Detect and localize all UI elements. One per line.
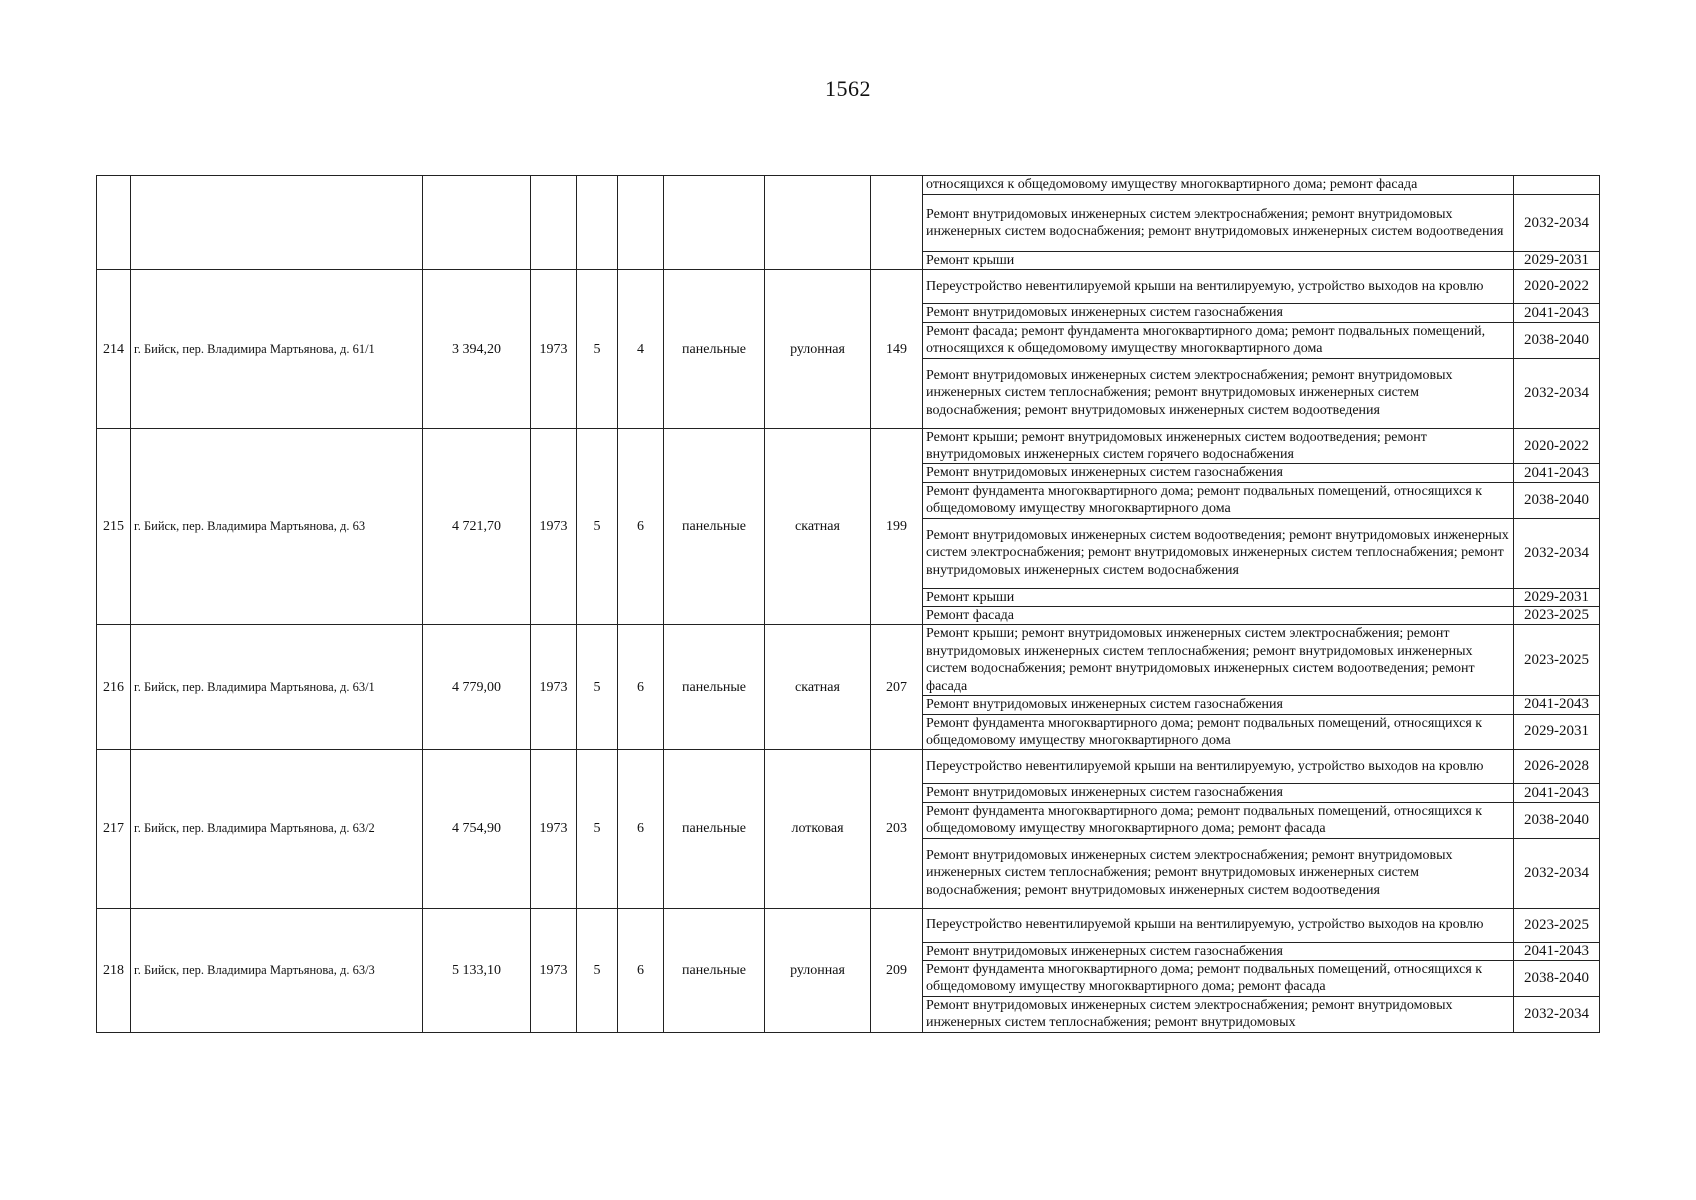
work-period: 2038-2040 (1514, 322, 1600, 358)
work-description: Ремонт крыши; ремонт внутридомовых инженерных систем водоотведения; ремонт внутридомовых инженерных систем горячего водоснабжения (923, 428, 1514, 464)
work-period: 2041-2043 (1514, 464, 1600, 482)
work-period: 2020-2022 (1514, 428, 1600, 464)
work-description: Ремонт фасада (923, 607, 1514, 625)
work-period: 2038-2040 (1514, 482, 1600, 518)
house-row (97, 270, 1600, 304)
entrances-count: 6 (618, 908, 664, 1032)
roof-type: скатная (765, 625, 871, 750)
address: г. Бийск, пер. Владимира Мартьянова, д. 63/3 (131, 908, 423, 1032)
work-description: Ремонт фундамента многоквартирного дома; ремонт подвальных помещений, относящихся к общедомовому имуществу многоквартирного дома (923, 482, 1514, 518)
row-number: 218 (97, 908, 131, 1032)
work-description: относящихся к общедомовому имуществу многоквартирного дома; ремонт фасада (923, 176, 1514, 195)
address: г. Бийск, пер. Владимира Мартьянова, д. 63/2 (131, 750, 423, 908)
work-period: 2023-2025 (1514, 908, 1600, 942)
total-area: 3 394,20 (423, 270, 531, 428)
total-area: 5 133,10 (423, 908, 531, 1032)
work-description: Ремонт внутридомовых инженерных систем электроснабжения; ремонт внутридомовых инженерных систем теплоснабжения; ремонт внутридомовых инженерных систем водоснабжения; ремонт внутридомовых инженерных систем водоотведения (923, 358, 1514, 428)
work-period: 2026-2028 (1514, 750, 1600, 784)
work-description: Ремонт внутридомовых инженерных систем газоснабжения (923, 696, 1514, 714)
floors-count: 5 (577, 625, 618, 750)
work-description: Ремонт внутридомовых инженерных систем электроснабжения; ремонт внутридомовых инженерных систем водоснабжения; ремонт внутридомовых инженерных систем водоотведения (923, 195, 1514, 252)
work-description: Ремонт крыши; ремонт внутридомовых инженерных систем электроснабжения; ремонт внутридомовых инженерных систем теплоснабжения; ремонт внутридомовых инженерных систем водоснабжения; ремонт внутридомовых инженерных систем водоотведения; ремонт фасада (923, 625, 1514, 696)
work-description: Ремонт внутридомовых инженерных систем газоснабжения (923, 784, 1514, 802)
work-period: 2023-2025 (1514, 625, 1600, 696)
floors-count: 5 (577, 270, 618, 428)
house-row (97, 908, 1600, 942)
total-area: 4 779,00 (423, 625, 531, 750)
work-description: Переустройство невентилируемой крыши на вентилируемую, устройство выходов на кровлю (923, 270, 1514, 304)
floors-count: 5 (577, 428, 618, 625)
entrances-count: 6 (618, 625, 664, 750)
house-row (97, 625, 1600, 696)
empty-cell (531, 176, 577, 270)
row-number: 214 (97, 270, 131, 428)
work-description: Ремонт крыши (923, 588, 1514, 606)
total-area: 4 754,90 (423, 750, 531, 908)
wall-material: панельные (664, 270, 765, 428)
work-period: 2041-2043 (1514, 304, 1600, 322)
residents-count: 207 (871, 625, 923, 750)
row-number: 216 (97, 625, 131, 750)
work-description: Ремонт внутридомовых инженерных систем водоотведения; ремонт внутридомовых инженерных систем электроснабжения; ремонт внутридомовых инженерных систем теплоснабжения; ремонт внутридомовых инженерных систем водоснабжения (923, 518, 1514, 588)
work-description: Ремонт фасада; ремонт фундамента многоквартирного дома; ремонт подвальных помещений, относящихся к общедомовому имуществу многоквартирного дома (923, 322, 1514, 358)
roof-type: лотковая (765, 750, 871, 908)
row-number: 215 (97, 428, 131, 625)
work-period: 2020-2022 (1514, 270, 1600, 304)
work-period: 2029-2031 (1514, 588, 1600, 606)
wall-material: панельные (664, 908, 765, 1032)
empty-cell (871, 176, 923, 270)
work-description: Ремонт внутридомовых инженерных систем газоснабжения (923, 304, 1514, 322)
work-period: 2038-2040 (1514, 960, 1600, 996)
work-period: 2032-2034 (1514, 838, 1600, 908)
empty-cell (765, 176, 871, 270)
empty-cell (577, 176, 618, 270)
floors-count: 5 (577, 908, 618, 1032)
work-description: Ремонт фундамента многоквартирного дома; ремонт подвальных помещений, относящихся к общедомовому имуществу многоквартирного дома (923, 714, 1514, 750)
wall-material: панельные (664, 625, 765, 750)
work-period: 2032-2034 (1514, 358, 1600, 428)
house-row (97, 428, 1600, 464)
wall-material: панельные (664, 428, 765, 625)
roof-type: скатная (765, 428, 871, 625)
repair-program-table (96, 175, 1600, 1033)
work-period (1514, 176, 1600, 195)
wall-material: панельные (664, 750, 765, 908)
work-period: 2041-2043 (1514, 696, 1600, 714)
work-period: 2023-2025 (1514, 607, 1600, 625)
work-description: Ремонт крыши (923, 252, 1514, 270)
build-year: 1973 (531, 908, 577, 1032)
empty-cell (618, 176, 664, 270)
entrances-count: 4 (618, 270, 664, 428)
work-description: Ремонт фундамента многоквартирного дома; ремонт подвальных помещений, относящихся к общедомовому имуществу многоквартирного дома; ремонт фасада (923, 802, 1514, 838)
work-period: 2041-2043 (1514, 784, 1600, 802)
work-description: Переустройство невентилируемой крыши на вентилируемую, устройство выходов на кровлю (923, 908, 1514, 942)
residents-count: 209 (871, 908, 923, 1032)
residents-count: 199 (871, 428, 923, 625)
residents-count: 203 (871, 750, 923, 908)
entrances-count: 6 (618, 428, 664, 625)
work-period: 2029-2031 (1514, 714, 1600, 750)
house-row (97, 750, 1600, 784)
work-description: Ремонт внутридомовых инженерных систем электроснабжения; ремонт внутридомовых инженерных систем теплоснабжения; ремонт внутридомовых инженерных систем водоснабжения; ремонт внутридомовых инженерных систем водоотведения (923, 838, 1514, 908)
work-period: 2032-2034 (1514, 996, 1600, 1032)
floors-count: 5 (577, 750, 618, 908)
work-period: 2029-2031 (1514, 252, 1600, 270)
page-number: 1562 (825, 76, 871, 101)
work-period: 2041-2043 (1514, 942, 1600, 960)
work-period: 2038-2040 (1514, 802, 1600, 838)
address: г. Бийск, пер. Владимира Мартьянова, д. 63/1 (131, 625, 423, 750)
address: г. Бийск, пер. Владимира Мартьянова, д. 63 (131, 428, 423, 625)
empty-cell (131, 176, 423, 270)
work-description: Переустройство невентилируемой крыши на вентилируемую, устройство выходов на кровлю (923, 750, 1514, 784)
roof-type: рулонная (765, 270, 871, 428)
empty-cell (664, 176, 765, 270)
build-year: 1973 (531, 428, 577, 625)
build-year: 1973 (531, 625, 577, 750)
row-number: 217 (97, 750, 131, 908)
work-period: 2032-2034 (1514, 195, 1600, 252)
work-description: Ремонт внутридомовых инженерных систем газоснабжения (923, 942, 1514, 960)
work-period: 2032-2034 (1514, 518, 1600, 588)
continuation-row (97, 176, 1600, 195)
empty-cell (97, 176, 131, 270)
work-description: Ремонт фундамента многоквартирного дома; ремонт подвальных помещений, относящихся к общедомовому имуществу многоквартирного дома; ремонт фасада (923, 960, 1514, 996)
empty-cell (423, 176, 531, 270)
work-description: Ремонт внутридомовых инженерных систем электроснабжения; ремонт внутридомовых инженерных систем теплоснабжения; ремонт внутридомовых (923, 996, 1514, 1032)
build-year: 1973 (531, 270, 577, 428)
total-area: 4 721,70 (423, 428, 531, 625)
residents-count: 149 (871, 270, 923, 428)
entrances-count: 6 (618, 750, 664, 908)
table-body (97, 176, 1600, 1033)
work-description: Ремонт внутридомовых инженерных систем газоснабжения (923, 464, 1514, 482)
roof-type: рулонная (765, 908, 871, 1032)
address: г. Бийск, пер. Владимира Мартьянова, д. 61/1 (131, 270, 423, 428)
build-year: 1973 (531, 750, 577, 908)
